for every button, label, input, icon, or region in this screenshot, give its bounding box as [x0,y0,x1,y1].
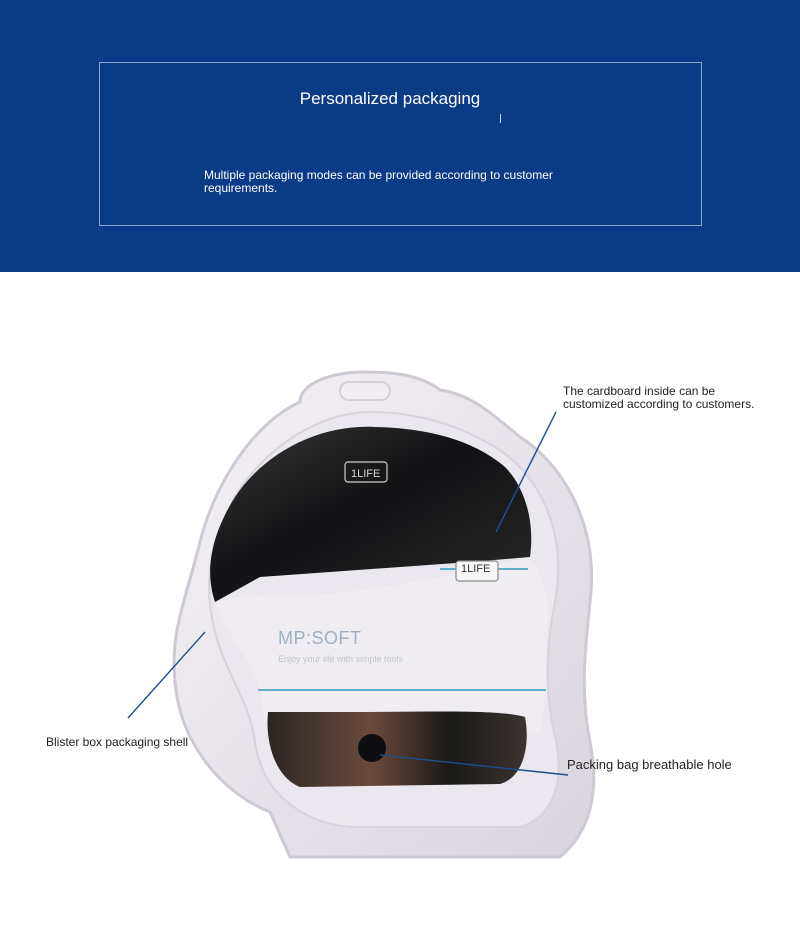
banner-frame [99,62,702,226]
hole-callout: Packing bag breathable hole [567,757,732,772]
cardboard-callout: The cardboard inside can be customized according to customers. [563,384,755,411]
brand-tagline: Enjoy your life with simple tools [278,654,404,664]
brand-large: MP:SOFT [278,628,362,648]
product-section [0,272,800,938]
banner-description: Multiple packaging modes can be provided according to customer requirements. [204,168,553,195]
mousepad-illustration [0,272,800,938]
banner-divider [500,114,501,123]
blister-callout: Blister box packaging shell [46,735,189,749]
brand-small-card: 1LIFE [461,563,491,575]
breathable-hole [358,734,386,762]
banner-title: Personalized packaging [299,89,481,108]
hang-tab [340,382,390,400]
brand-small-top: 1LIFE [351,468,381,480]
wrist-rest [267,711,526,787]
header-banner [0,0,800,272]
